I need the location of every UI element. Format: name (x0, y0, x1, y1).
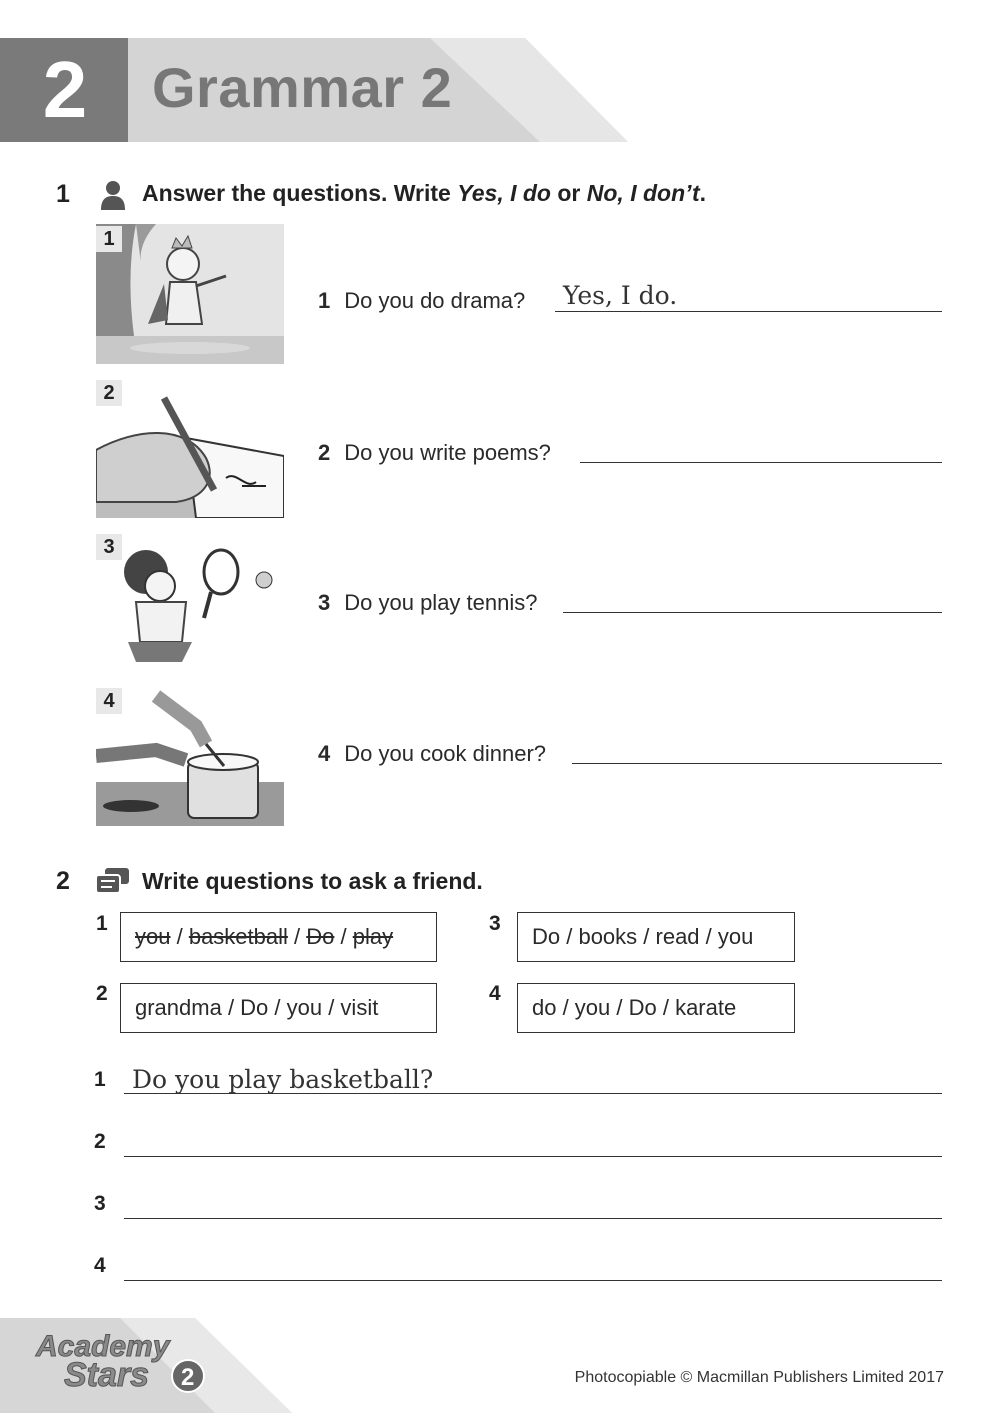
unit-number: 2 (0, 38, 128, 142)
answer-line-2[interactable] (580, 427, 942, 463)
question-2: 2 Do you write poems? (318, 440, 551, 465)
question-1: 1 Do you do drama? (318, 288, 526, 313)
word-box-3: Do / books / read / you (517, 912, 795, 962)
word-box-4: do / you / Do / karate (517, 983, 795, 1033)
line-number-4: 4 (94, 1254, 106, 1277)
picture-label: 2 (96, 380, 122, 406)
picture-label: 1 (96, 226, 122, 252)
instruction-no: No, I don’t (586, 180, 700, 206)
question-3: 3 Do you play tennis? (318, 590, 538, 615)
writing-illustration (96, 378, 284, 518)
exercise-1-instruction: Answer the questions. Write Yes, I do or No, I don’t. (142, 180, 706, 206)
writing-line-3[interactable] (124, 1189, 942, 1219)
box-number-4: 4 (489, 982, 501, 1005)
picture-label: 3 (96, 534, 122, 560)
question-4: 4 Do you cook dinner? (318, 741, 547, 766)
cooking-illustration (96, 686, 284, 826)
exercise-1-number: 1 (56, 180, 70, 208)
chat-bubbles-icon (95, 867, 131, 897)
crossed-word: you (135, 924, 171, 949)
answer-line-4[interactable] (572, 728, 942, 764)
drama-illustration (96, 224, 284, 364)
tennis-illustration (96, 532, 284, 672)
crossed-word: play (352, 924, 394, 949)
person-icon (100, 180, 126, 210)
box-number-2: 2 (96, 982, 108, 1005)
line-number-2: 2 (94, 1130, 106, 1153)
instruction-yes: Yes, I do (457, 180, 551, 206)
svg-text:2: 2 (181, 1364, 195, 1391)
line-number-3: 3 (94, 1192, 106, 1215)
box-number-1: 1 (96, 912, 108, 935)
answer-line-3[interactable] (563, 577, 942, 613)
word-box-2: grandma / Do / you / visit (120, 983, 437, 1033)
page-title: Grammar 2 (152, 56, 453, 119)
svg-text:Academy: Academy (36, 1330, 170, 1363)
line-number-1: 1 (94, 1068, 106, 1091)
example-answer-1: Yes, I do. (563, 281, 678, 310)
writing-line-4[interactable] (124, 1251, 942, 1281)
copyright-notice: Photocopiable © Macmillan Publishers Limited 2017 (574, 1369, 944, 1386)
academy-stars-logo (0, 1318, 300, 1413)
exercise-2-number: 2 (56, 867, 70, 895)
picture-label: 4 (96, 688, 122, 714)
svg-text:Stars: Stars (64, 1356, 150, 1394)
example-answer-2: Do you play basketball? (132, 1065, 434, 1094)
box-number-3: 3 (489, 912, 501, 935)
crossed-word: basketball (188, 924, 288, 949)
exercise-2-instruction: Write questions to ask a friend. (142, 868, 483, 894)
word-box-1: you / basketball / Do / play (120, 912, 437, 962)
crossed-word: Do (306, 924, 335, 949)
writing-line-2[interactable] (124, 1127, 942, 1157)
